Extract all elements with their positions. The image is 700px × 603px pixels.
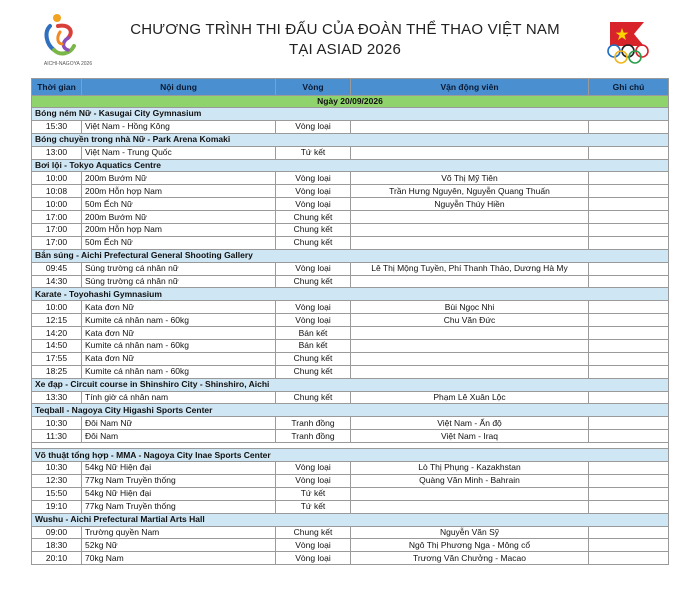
asian-games-2026-logo-icon: [40, 10, 92, 62]
event-cell: Kata đơn Nữ: [82, 301, 276, 314]
table-row: [32, 462, 669, 475]
venue-row: [32, 449, 669, 462]
event-cell: 50m Ếch Nữ: [82, 236, 276, 249]
time-cell: 10:30: [32, 417, 82, 430]
column-header-time: Thời gian: [32, 79, 82, 96]
venue-label: Bắn súng - Aichi Prefectural General Shooting Gallery: [32, 249, 669, 262]
venue-label: Xe đạp - Circuit course in Shinshiro City - Shinshiro, Aichi: [32, 378, 669, 391]
venue-label: Teqball - Nagoya City Higashi Sports Center: [32, 404, 669, 417]
column-header-event: Nội dung: [82, 79, 276, 96]
title-line-1: CHƯƠNG TRÌNH THI ĐẤU CỦA ĐOÀN THỂ THAO VIỆT NAM: [130, 21, 560, 38]
time-cell: 10:08: [32, 185, 82, 198]
venue-label: Bóng chuyền trong nhà Nữ - Park Arena Komaki: [32, 133, 669, 146]
round-cell: Vòng loại: [276, 539, 351, 552]
event-cell: 77kg Nam Truyền thống: [82, 500, 276, 513]
round-cell: Vòng loại: [276, 301, 351, 314]
time-cell: 09:00: [32, 526, 82, 539]
venue-label: Karate - Toyohashi Gymnasium: [32, 288, 669, 301]
athletes-cell: [351, 500, 589, 513]
table-row: [32, 275, 669, 288]
round-cell: Chung kết: [276, 275, 351, 288]
table-row: [32, 262, 669, 275]
event-cell: Kumite cá nhân nam - 60kg: [82, 314, 276, 327]
time-cell: 15:30: [32, 120, 82, 133]
event-cell: Súng trường cá nhân nữ: [82, 262, 276, 275]
venue-row: [32, 404, 669, 417]
vietnam-olympic-committee-logo: [604, 20, 660, 66]
round-cell: Vòng loại: [276, 552, 351, 565]
time-cell: 14:20: [32, 327, 82, 340]
note-cell: [589, 526, 669, 539]
athletes-cell: [351, 275, 589, 288]
note-cell: [589, 391, 669, 404]
event-cell: 200m Bướm Nữ: [82, 172, 276, 185]
time-cell: 17:00: [32, 236, 82, 249]
note-cell: [589, 224, 669, 237]
athletes-cell: Nguyễn Thúy Hiền: [351, 198, 589, 211]
time-cell: 13:30: [32, 391, 82, 404]
athletes-cell: Quàng Văn Minh - Bahrain: [351, 474, 589, 487]
note-cell: [589, 365, 669, 378]
time-cell: 18:30: [32, 539, 82, 552]
page-header: [0, 0, 700, 76]
event-cell: Kumite cá nhân nam - 60kg: [82, 340, 276, 353]
round-cell: Vòng loại: [276, 198, 351, 211]
table-row: [32, 539, 669, 552]
note-cell: [589, 198, 669, 211]
note-cell: [589, 327, 669, 340]
athletes-cell: Phạm Lê Xuân Lộc: [351, 391, 589, 404]
athletes-cell: Trần Hưng Nguyên, Nguyễn Quang Thuấn: [351, 185, 589, 198]
event-cell: Trường quyền Nam: [82, 526, 276, 539]
event-cell: 200m Hỗn hợp Nam: [82, 224, 276, 237]
table-row: [32, 391, 669, 404]
venue-row: [32, 249, 669, 262]
table-row: [32, 146, 669, 159]
table-header-row: [32, 79, 669, 96]
note-cell: [589, 352, 669, 365]
note-cell: [589, 236, 669, 249]
athletes-cell: [351, 236, 589, 249]
event-cell: 50m Ếch Nữ: [82, 198, 276, 211]
round-cell: Chung kết: [276, 526, 351, 539]
round-cell: Bán kết: [276, 340, 351, 353]
event-cell: Việt Nam - Trung Quốc: [82, 146, 276, 159]
day-row: [32, 96, 669, 108]
table-row: [32, 365, 669, 378]
athletes-cell: Chu Văn Đức: [351, 314, 589, 327]
time-cell: 14:30: [32, 275, 82, 288]
venue-label: Bóng ném Nữ - Kasugai City Gymnasium: [32, 108, 669, 121]
table-row: [32, 185, 669, 198]
event-cell: 70kg Nam: [82, 552, 276, 565]
note-cell: [589, 275, 669, 288]
column-header-note: Ghi chú: [589, 79, 669, 96]
time-cell: 13:00: [32, 146, 82, 159]
time-cell: 10:00: [32, 172, 82, 185]
athletes-cell: Lê Thị Mộng Tuyền, Phí Thanh Thảo, Dương Hà My: [351, 262, 589, 275]
athletes-cell: Ngô Thị Phương Nga - Mông cổ: [351, 539, 589, 552]
round-cell: Tranh đồng: [276, 417, 351, 430]
round-cell: Chung kết: [276, 211, 351, 224]
note-cell: [589, 539, 669, 552]
venue-row: [32, 288, 669, 301]
table-row: [32, 500, 669, 513]
table-row: [32, 120, 669, 133]
round-cell: Chung kết: [276, 224, 351, 237]
table-row: [32, 340, 669, 353]
event-cell: 52kg Nữ: [82, 539, 276, 552]
event-cell: 200m Hỗn hợp Nam: [82, 185, 276, 198]
athletes-cell: [351, 146, 589, 159]
note-cell: [589, 552, 669, 565]
day-label: Ngày 20/09/2026: [32, 96, 669, 108]
round-cell: Vòng loại: [276, 185, 351, 198]
table-row: [32, 301, 669, 314]
column-header-athletes: Vận động viên: [351, 79, 589, 96]
round-cell: Chung kết: [276, 352, 351, 365]
event-cell: Đôi Nam Nữ: [82, 417, 276, 430]
note-cell: [589, 500, 669, 513]
time-cell: 20:10: [32, 552, 82, 565]
venue-label: Bơi lội - Tokyo Aquatics Centre: [32, 159, 669, 172]
note-cell: [589, 314, 669, 327]
title-line-2: TẠI ASIAD 2026: [288, 41, 402, 58]
venue-label: Wushu - Aichi Prefectural Martial Arts Hall: [32, 513, 669, 526]
athletes-cell: [351, 224, 589, 237]
venue-row: [32, 133, 669, 146]
round-cell: Tứ kết: [276, 487, 351, 500]
column-header-round: Vòng: [276, 79, 351, 96]
time-cell: 18:25: [32, 365, 82, 378]
round-cell: Vòng loại: [276, 314, 351, 327]
table-row: [32, 474, 669, 487]
athletes-cell: Nguyễn Văn Sỹ: [351, 526, 589, 539]
page-title: [110, 20, 580, 60]
schedule-table: [31, 78, 669, 565]
venue-row: [32, 159, 669, 172]
venue-row: [32, 108, 669, 121]
event-cell: 54kg Nữ Hiện đại: [82, 462, 276, 475]
round-cell: Vòng loại: [276, 172, 351, 185]
note-cell: [589, 417, 669, 430]
athletes-cell: [351, 352, 589, 365]
round-cell: Vòng loại: [276, 462, 351, 475]
time-cell: 17:00: [32, 224, 82, 237]
note-cell: [589, 172, 669, 185]
table-row: [32, 172, 669, 185]
time-cell: 14:50: [32, 340, 82, 353]
time-cell: 15:50: [32, 487, 82, 500]
time-cell: 17:00: [32, 211, 82, 224]
round-cell: Tranh đồng: [276, 430, 351, 443]
athletes-cell: [351, 120, 589, 133]
note-cell: [589, 185, 669, 198]
round-cell: Chung kết: [276, 236, 351, 249]
athletes-cell: [351, 211, 589, 224]
note-cell: [589, 146, 669, 159]
table-row: [32, 417, 669, 430]
athletes-cell: [351, 365, 589, 378]
note-cell: [589, 301, 669, 314]
athletes-cell: [351, 487, 589, 500]
table-row: [32, 224, 669, 237]
note-cell: [589, 462, 669, 475]
note-cell: [589, 430, 669, 443]
table-row: [32, 211, 669, 224]
round-cell: Tứ kết: [276, 500, 351, 513]
logo-caption: AICHI-NAGOYA 2026: [43, 61, 93, 67]
time-cell: 12:15: [32, 314, 82, 327]
time-cell: 09:45: [32, 262, 82, 275]
athletes-cell: Việt Nam - Ấn độ: [351, 417, 589, 430]
note-cell: [589, 487, 669, 500]
athletes-cell: Việt Nam - Iraq: [351, 430, 589, 443]
table-row: [32, 487, 669, 500]
round-cell: Chung kết: [276, 391, 351, 404]
athletes-cell: Trương Văn Chưởng - Macao: [351, 552, 589, 565]
time-cell: 10:00: [32, 301, 82, 314]
table-row: [32, 327, 669, 340]
table-row: [32, 430, 669, 443]
athletes-cell: Bùi Ngọc Nhi: [351, 301, 589, 314]
schedule-body: [32, 96, 669, 565]
note-cell: [589, 474, 669, 487]
athletes-cell: [351, 327, 589, 340]
event-cell: 54kg Nữ Hiện đại: [82, 487, 276, 500]
event-cell: Kata đơn Nữ: [82, 327, 276, 340]
athletes-cell: Võ Thị Mỹ Tiên: [351, 172, 589, 185]
table-row: [32, 352, 669, 365]
round-cell: Tứ kết: [276, 146, 351, 159]
event-cell: Súng trường cá nhân nữ: [82, 275, 276, 288]
table-row: [32, 198, 669, 211]
asian-games-2026-logo: [40, 10, 92, 72]
table-row: [32, 314, 669, 327]
round-cell: Vòng loại: [276, 120, 351, 133]
table-row: [32, 236, 669, 249]
event-cell: 77kg Nam Truyền thống: [82, 474, 276, 487]
round-cell: Vòng loại: [276, 262, 351, 275]
event-cell: Tính giờ cá nhân nam: [82, 391, 276, 404]
note-cell: [589, 211, 669, 224]
athletes-cell: Lò Thị Phụng - Kazakhstan: [351, 462, 589, 475]
time-cell: 10:30: [32, 462, 82, 475]
event-cell: Đôi Nam: [82, 430, 276, 443]
note-cell: [589, 262, 669, 275]
time-cell: 12:30: [32, 474, 82, 487]
round-cell: Chung kết: [276, 365, 351, 378]
event-cell: Kata đơn Nữ: [82, 352, 276, 365]
round-cell: Bán kết: [276, 327, 351, 340]
time-cell: 10:00: [32, 198, 82, 211]
athletes-cell: [351, 340, 589, 353]
table-row: [32, 552, 669, 565]
event-cell: Kumite cá nhân nam - 60kg: [82, 365, 276, 378]
time-cell: 19:10: [32, 500, 82, 513]
venue-row: [32, 513, 669, 526]
event-cell: 200m Bướm Nữ: [82, 211, 276, 224]
table-row: [32, 526, 669, 539]
event-cell: Việt Nam - Hồng Kông: [82, 120, 276, 133]
time-cell: 11:30: [32, 430, 82, 443]
vietnam-olympic-logo-icon: [604, 20, 660, 66]
round-cell: Vòng loại: [276, 474, 351, 487]
time-cell: 17:55: [32, 352, 82, 365]
note-cell: [589, 120, 669, 133]
venue-label: Võ thuật tổng hợp - MMA - Nagoya City Inae Sports Center: [32, 449, 669, 462]
venue-row: [32, 378, 669, 391]
note-cell: [589, 340, 669, 353]
